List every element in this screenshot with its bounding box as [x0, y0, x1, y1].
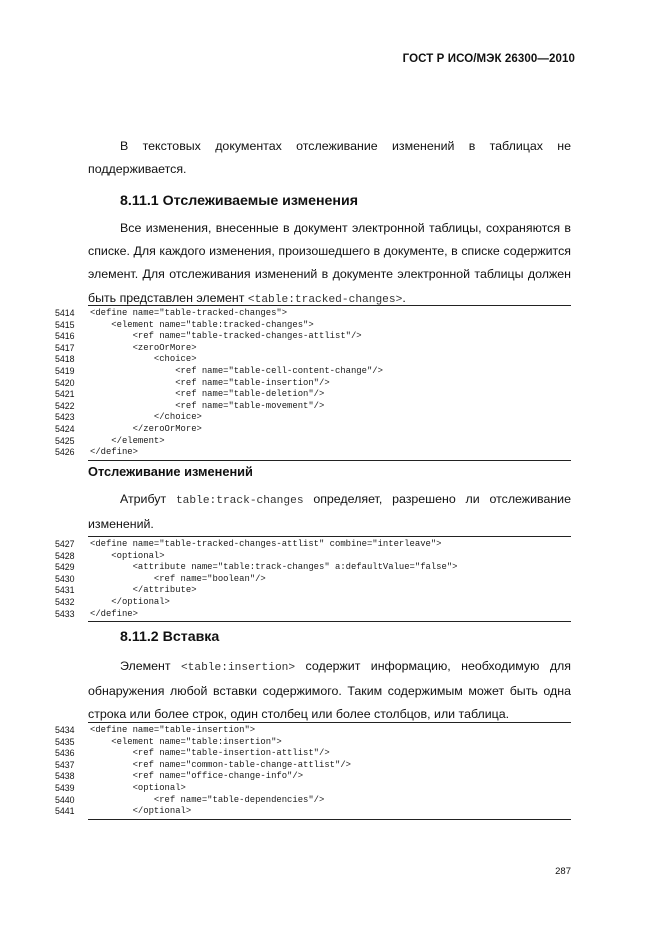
inline-code: <table:insertion> [180, 662, 296, 674]
line-number: 5427 [55, 539, 75, 549]
line-number: 5426 [55, 447, 75, 458]
code-line [55, 319, 571, 332]
code-text: </optional> [90, 806, 192, 817]
code-text: <ref name="table-deletion"/> [90, 389, 325, 400]
code-line [55, 573, 571, 586]
line-number: 5422 [55, 400, 75, 411]
line-number: 5437 [55, 759, 75, 770]
code-line [55, 331, 571, 343]
line-number: 5421 [55, 389, 75, 400]
code-line [55, 562, 571, 574]
code-line [55, 400, 571, 413]
code-line [55, 794, 571, 807]
code-line [55, 365, 571, 378]
line-number: 5425 [55, 435, 75, 446]
line-number: 5440 [55, 794, 75, 805]
code-text: <ref name="common-table-change-attlist"/> [90, 759, 351, 770]
line-number: 5419 [55, 365, 75, 376]
code-line [55, 342, 571, 355]
code-line [55, 725, 571, 737]
code-text: <ref name="table-cell-content-change"/> [90, 365, 383, 376]
code-line [55, 447, 571, 459]
code-line [55, 354, 571, 366]
line-number: 5431 [55, 585, 75, 596]
code-text: <optional> [90, 550, 165, 561]
code-line [55, 308, 571, 320]
code-line [55, 748, 571, 760]
paragraph-end: . [402, 290, 406, 305]
code-text: <ref name="table-dependencies"/> [90, 794, 325, 805]
line-number: 5434 [55, 725, 75, 735]
section-heading-8-11-2: 8.11.2 Вставка [120, 629, 220, 645]
inline-code: table:track-changes [175, 495, 304, 507]
section-8-11-1-paragraph [88, 217, 571, 312]
code-line [55, 435, 571, 448]
code-line [55, 771, 571, 783]
line-number: 5429 [55, 562, 75, 573]
inline-code: <table:tracked-changes> [247, 293, 403, 306]
code-block-table-insertion [55, 722, 571, 820]
code-text: </optional> [90, 596, 170, 607]
code-line [55, 377, 571, 390]
intro-text: В текстовых документах отслеживание изменений в таблицах не поддерживается. [88, 139, 571, 177]
paragraph-start: Атрибут [120, 492, 176, 506]
line-number: 5415 [55, 319, 75, 330]
code-line [55, 550, 571, 563]
code-text: <define name="table-tracked-changes-attlist" combine="interleave"> [90, 539, 442, 549]
line-number: 5423 [55, 412, 75, 423]
code-text: <optional> [90, 782, 186, 793]
code-text: <define name="table-tracked-changes"> [90, 308, 288, 318]
line-number: 5433 [55, 608, 75, 619]
line-number: 5424 [55, 423, 75, 434]
line-number: 5435 [55, 736, 75, 747]
tracking-paragraph [88, 488, 571, 536]
code-line [55, 596, 571, 609]
line-number: 5417 [55, 342, 75, 353]
code-line [55, 423, 571, 436]
line-number: 5436 [55, 748, 75, 759]
line-number: 5414 [55, 308, 75, 318]
line-number: 5420 [55, 377, 75, 388]
code-text: <element name="table:tracked-changes"> [90, 319, 314, 330]
paragraph-start: Элемент [120, 659, 181, 673]
code-text: </zeroOrMore> [90, 423, 202, 434]
code-text: <ref name="boolean"/> [90, 573, 266, 584]
page-number: 287 [555, 866, 571, 877]
code-text: <attribute name="table:track-changes" a:defaultValue="false"> [90, 562, 458, 573]
code-text: </attribute> [90, 585, 197, 596]
code-line [55, 412, 571, 424]
code-block-tracked-changes [55, 305, 571, 461]
code-text: <ref name="table-tracked-changes-attlist"/> [90, 331, 362, 342]
paragraph-text: Все изменения, внесенные в документ электронной таблицы, сохраняются в списке. Для каждого изменения, произошедшего в документе, в списке содержится элемент. Для отслеживания изменений в документе электронной таблицы должен быть представлен элемент [88, 221, 571, 305]
code-line [55, 759, 571, 772]
intro-paragraph [88, 135, 571, 181]
code-line [55, 539, 571, 551]
code-text: <ref name="table-insertion-attlist"/> [90, 748, 330, 759]
code-text: <zeroOrMore> [90, 342, 197, 353]
document-header: ГОСТ Р ИСО/МЭК 26300—2010 [402, 53, 575, 65]
code-text: <define name="table-insertion"> [90, 725, 256, 735]
code-line [55, 608, 571, 621]
code-block-tracked-changes-attlist [55, 536, 571, 622]
section-heading-8-11-1: 8.11.1 Отслеживаемые изменения [120, 193, 359, 209]
code-line [55, 736, 571, 749]
code-line [55, 585, 571, 597]
code-line [55, 389, 571, 401]
code-text: <ref name="office-change-info"/> [90, 771, 304, 782]
code-text: <ref name="table-insertion"/> [90, 377, 330, 388]
line-number: 5432 [55, 596, 75, 607]
code-text: </element> [90, 435, 165, 446]
line-number: 5439 [55, 782, 75, 793]
code-text: <element name="table:insertion"> [90, 736, 282, 747]
line-number: 5428 [55, 550, 75, 561]
paragraph-end: содержит информацию, необходимую для обнаружения любой вставки содержимого. Таким содержимым может быть одна строка или более строк, один столбец или более столбцов, или таблица. [88, 659, 571, 722]
line-number: 5416 [55, 331, 75, 342]
code-text: </choice> [90, 412, 202, 423]
code-line [55, 806, 571, 818]
code-text: </define> [90, 447, 138, 458]
subheading-tracking: Отслеживание изменений [88, 464, 253, 479]
line-number: 5418 [55, 354, 75, 365]
code-text: <choice> [90, 354, 197, 365]
section-8-11-2-paragraph [88, 655, 571, 727]
line-number: 5430 [55, 573, 75, 584]
line-number: 5438 [55, 771, 75, 782]
code-text: <ref name="table-movement"/> [90, 400, 325, 411]
code-text: </define> [90, 608, 138, 619]
paragraph-end: определяет, разрешено ли отслеживание изменений. [88, 492, 571, 532]
line-number: 5441 [55, 806, 75, 817]
code-line [55, 782, 571, 795]
